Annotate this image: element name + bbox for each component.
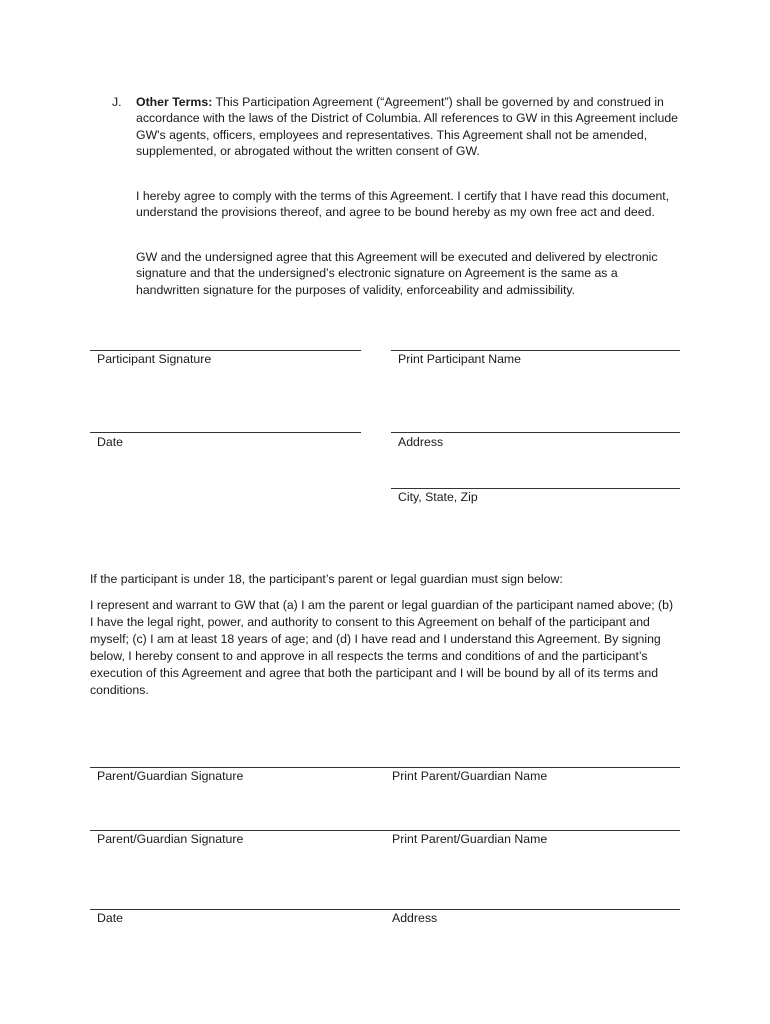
guardian-address-label: Address xyxy=(392,911,438,925)
guardian-signature-label-2: Parent/Guardian Signature xyxy=(97,832,244,846)
electronic-signature-paragraph: GW and the undersigned agree that this Agreement will be executed and delivered by electronic signature and that the undersigned’s electronic signature on Agreement is the same as a handwritten signature for the purposes of validity, enforceability and admissibility. xyxy=(136,250,658,297)
guardian-date-label: Date xyxy=(97,911,123,925)
participant-address-label: Address xyxy=(398,435,444,449)
guardian-signature-label-1: Parent/Guardian Signature xyxy=(97,769,244,783)
agreement-certification-paragraph: I hereby agree to comply with the terms of this Agreement. I certify that I have read this document, understand the provisions thereof, and agree to be bound hereby as my own free act and deed. xyxy=(136,189,670,220)
guardian-print-name-label-2: Print Parent/Guardian Name xyxy=(392,832,548,846)
other-terms-heading: Other Terms: xyxy=(136,95,213,109)
participant-signature-line[interactable] xyxy=(90,350,361,351)
participant-address-line[interactable] xyxy=(391,432,680,433)
guardian-print-name-label-1: Print Parent/Guardian Name xyxy=(392,769,548,783)
participant-signature-label: Participant Signature xyxy=(97,352,212,366)
participant-city-state-zip-line[interactable] xyxy=(391,488,680,489)
participant-date-line[interactable] xyxy=(90,432,361,433)
print-participant-name-line[interactable] xyxy=(391,350,680,351)
other-terms-text: This Participation Agreement (“Agreement”) shall be governed by and construed in accordance with the laws of the District of Columbia. All references to GW in this Agreement include GW's agents, officers, employees and representatives. This Agreement shall not be amended, supplemented, or abrogated without the written consent of GW. xyxy=(136,95,678,158)
guardian-signature-line-1[interactable] xyxy=(90,767,680,768)
print-participant-name-label: Print Participant Name xyxy=(398,352,522,366)
other-terms-paragraph xyxy=(136,94,684,159)
guardian-signature-line-2[interactable] xyxy=(90,830,680,831)
participant-city-state-zip-label: City, State, Zip xyxy=(398,490,478,504)
guardian-date-address-line[interactable] xyxy=(90,909,680,910)
section-letter: J. xyxy=(112,95,122,109)
participant-date-label: Date xyxy=(97,435,123,449)
guardian-statement: I represent and warrant to GW that (a) I am the parent or legal guardian of the participant named above; (b) I have the legal right, power, and authority to consent to this Agreement on behalf of the participant and myself; (c) I am at least 18 years of age; and (d) I have read and I understand this Agreement. By signing below, I hereby consent to and approve in all respects the terms and conditions of and the participant’s execution of this Agreement and agree that both the participant and I will be bound by all of its terms and conditions. xyxy=(90,598,674,697)
guardian-intro: If the participant is under 18, the participant’s parent or legal guardian must sign below: xyxy=(90,572,563,586)
